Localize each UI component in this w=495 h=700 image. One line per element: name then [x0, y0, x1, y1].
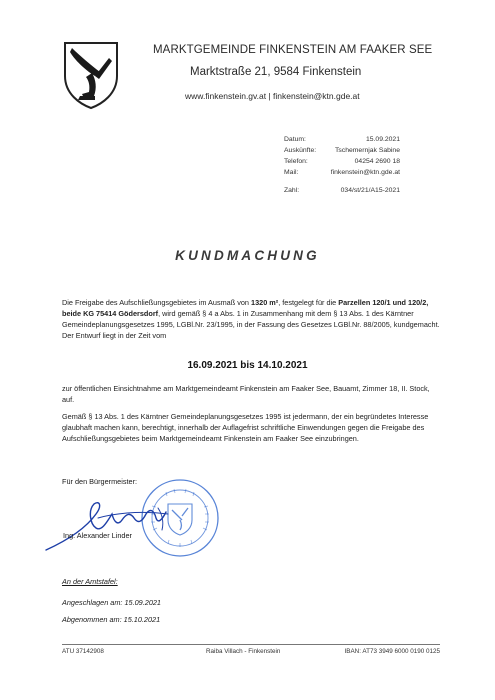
text-segment: Die Freigabe des Aufschließungsgebietes im Ausmaß von [62, 298, 252, 307]
date-range: 16.09.2021 bis 14.10.2021 [187, 360, 308, 371]
removed-date: Abgenommen am: 15.10.2021 [62, 615, 161, 624]
info-value: Tschemernjak Sabine [335, 147, 400, 154]
paragraph-objections: Gemäß § 13 Abs. 1 des Kärntner Gemeindeplanungsgesetzes 1995 ist jedermann, der ein begründetes Interesse glaubhaft machen kann, berechtigt, innerhalb der Auflagefrist schriftliche Einwendungen gegen die Freigabe des Aufschließungsgebietes beim Marktgemeindeamt Finkenstein am Faaker See einzubringen. [62, 412, 429, 443]
notice-board-heading: An der Amtstafel: [62, 577, 118, 586]
info-block [284, 136, 400, 216]
footer-divider [62, 644, 440, 645]
website-and-email: www.finkenstein.gv.at | finkenstein@ktn.gde.at [185, 91, 360, 101]
info-value: 04254 2690 18 [354, 158, 400, 165]
info-label: Auskünfte: [284, 147, 317, 154]
paragraph-inspection: zur öffentlichen Einsichtnahme am Marktgemeindeamt Finkenstein am Faaker See, Bauamt, Zimmer 18, II. Stock, auf. [62, 384, 430, 404]
handwritten-signature-icon [38, 484, 188, 556]
info-label: Telefon: [284, 158, 308, 165]
municipality-address: Marktstraße 21, 9584 Finkenstein [190, 66, 362, 78]
info-row-phone [284, 158, 400, 168]
posted-date: Angeschlagen am: 15.09.2021 [62, 598, 161, 607]
footer-vat-number: ATU 37142908 [62, 648, 104, 655]
municipality-name: MARKTGEMEINDE FINKENSTEIN AM FAAKER SEE [153, 44, 433, 56]
info-value: finkenstein@ktn.gde.at [330, 169, 400, 176]
info-row-contact [284, 147, 400, 157]
info-label: Zahl: [284, 187, 300, 194]
footer-iban: IBAN: AT73 3949 6000 0190 0125 [344, 648, 440, 655]
text-segment: , wird gemäß § 4 a Abs. 1 in Zusammenhang mit dem § 13 Abs. 1 des Kärntner Gemeindeplanungsgesetzes 1995, LGBl.Nr. 23/1995, in der Fassung des Gesetzes LGBl.Nr. 88/2005, kundgemacht. Der Entwurf liegt in der Zeit vom [62, 309, 440, 340]
info-value: 034/st/21/A15-2021 [340, 187, 400, 194]
footer-bank: Raiba Villach - Finkenstein [206, 648, 281, 655]
paragraph-announcement [62, 297, 440, 341]
info-value: 15.09.2021 [365, 136, 400, 143]
info-label: Datum: [284, 136, 306, 143]
area-value: 1320 m² [251, 298, 279, 307]
info-row-date [284, 136, 400, 146]
coat-of-arms-icon [62, 40, 120, 110]
info-row-reference [284, 187, 400, 197]
text-segment: , festgelegt für die [278, 298, 339, 307]
document-title: KUNDMACHUNG [175, 248, 320, 263]
signer-name: Ing. Alexander Linder [63, 531, 132, 540]
info-row-mail [284, 169, 400, 179]
parcel-numbers: Parzellen 120/1 und 120/2, beide KG 75414 Gödersdorf [62, 298, 429, 318]
info-label: Mail: [284, 169, 299, 176]
signature-intro: Für den Bürgermeister: [62, 477, 138, 486]
